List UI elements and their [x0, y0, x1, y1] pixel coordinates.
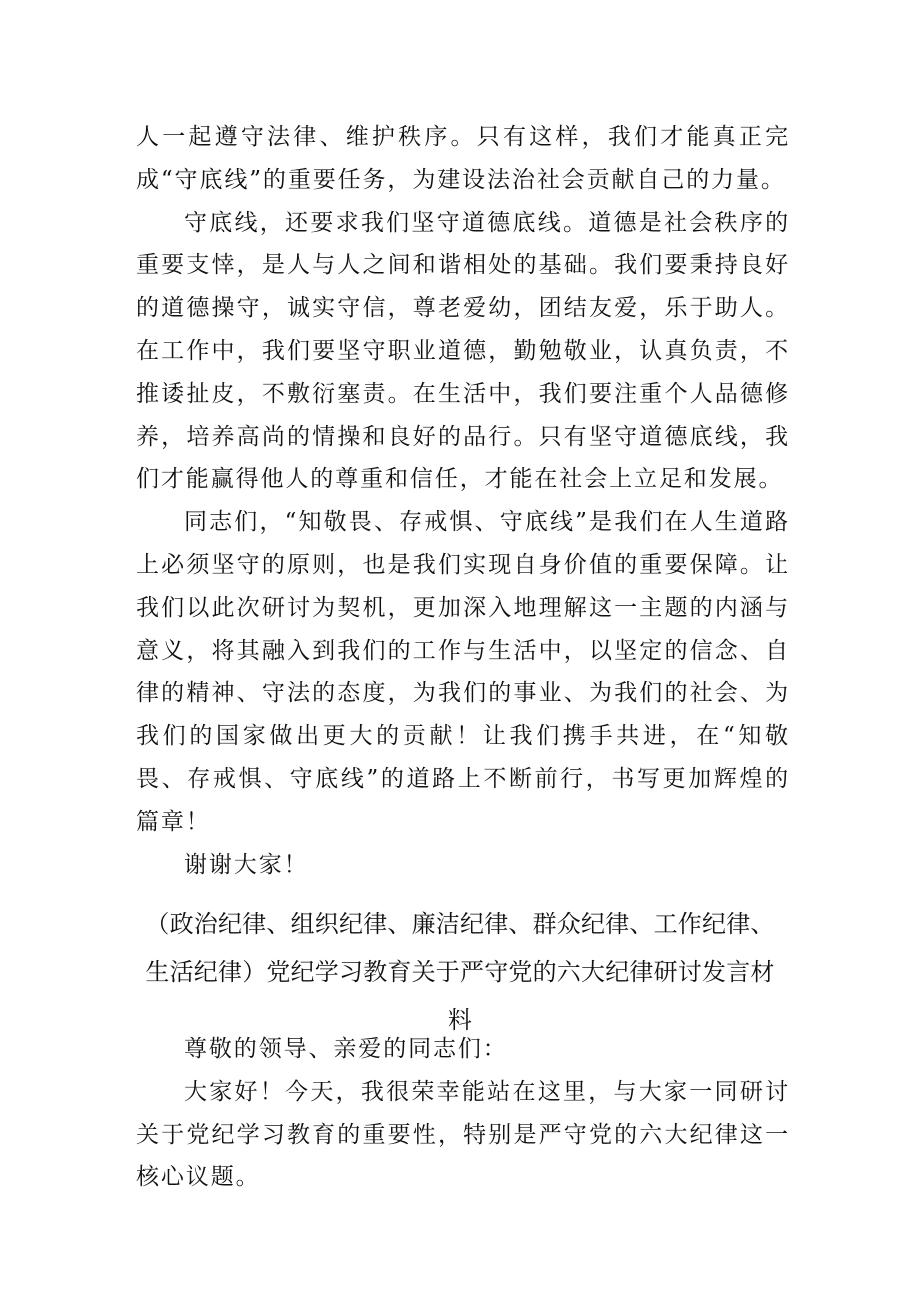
- title-line-3: 料: [447, 1006, 473, 1034]
- paragraph-comrades-conclusion: 同志们，“知敬畏、存戒惧、守底线”是我们在人生道路上必须坚守的原则，也是我们实现自身价值的重要保障。让我们以此次研讨为契机，更加深入地理解这一主题的内涵与意义，将其融入到我们的工作与生活中，以坚定的信念、自律的精神、守法的态度，为我们的事业、为我们的社会、为我们的国家做出更大的贡献！让我们携手共进，在“知敬畏、存戒惧、守底线”的道路上不断前行，书写更加辉煌的篇章！: [136, 509, 790, 835]
- title-line-1: （政治纪律、组织纪律、廉洁纪律、群众纪律、工作纪律、: [145, 910, 775, 938]
- body-text-bottom: [136, 1028, 790, 1199]
- title-line-2: 生活纪律）党纪学习教育关于严守党的六大纪律研讨发言材: [145, 958, 775, 986]
- paragraph-salutation: 尊敬的领导、亲爱的同志们：: [184, 1036, 508, 1062]
- paragraph-rule-of-law-continuation: 人一起遵守法律、维护秩序。只有这样，我们才能真正完成“守底线”的重要任务，为建设法治社会贡献自己的力量。: [136, 124, 790, 193]
- paragraph-opening: 大家好！今天，我很荣幸能站在这里，与大家一同研讨关于党纪学习教育的重要性，特别是严守党的六大纪律这一核心议题。: [136, 1078, 790, 1191]
- section-title: [128, 900, 792, 1044]
- body-text-top: [136, 116, 790, 886]
- paragraph-thanks: 谢谢大家！: [184, 851, 309, 878]
- paragraph-moral-bottom-line: 守底线，还要求我们坚守道德底线。道德是社会秩序的重要支悻，是人与人之间和谐相处的基础。我们要秉持良好的道德操守，诚实守信，尊老爱幼，团结友爱，乐于助人。在工作中，我们要坚守职业道德，勤勉敬业，认真负责，不推诿扯皮，不敷衍塞责。在生活中，我们要注重个人品德修养，培养高尚的情操和良好的品行。只有坚守道德底线，我们才能赢得他人的尊重和信任，才能在社会上立足和发展。: [136, 209, 790, 493]
